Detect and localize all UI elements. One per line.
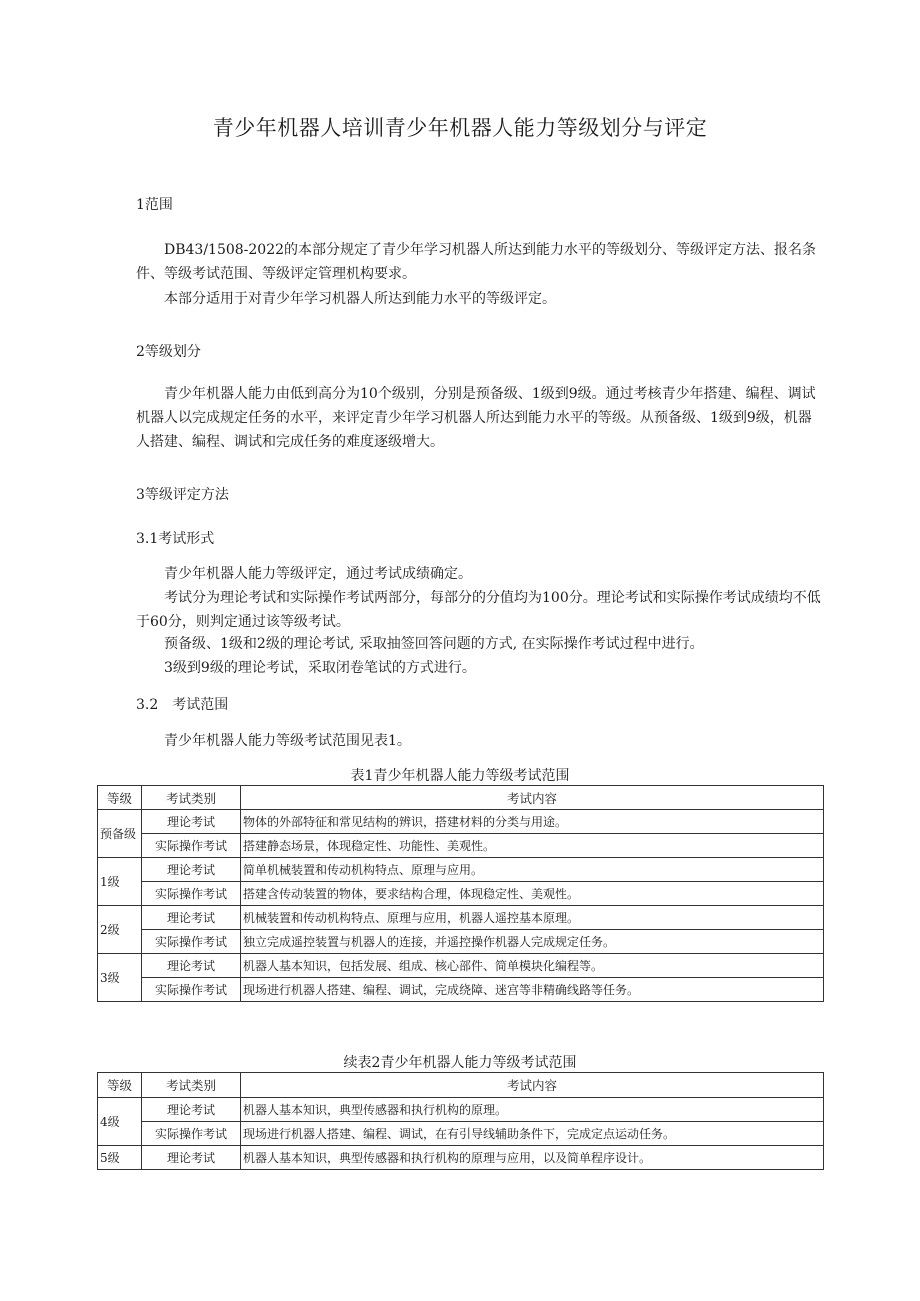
section-heading-scope: 1范围 — [136, 197, 173, 213]
type-cell: 理论考试 — [142, 1098, 241, 1122]
type-cell: 理论考试 — [142, 810, 241, 834]
level-cell: 1级 — [98, 858, 142, 906]
paragraph-exam-form-4: 3级到9级的理论考试，采取闭卷笔试的方式进行。 — [164, 660, 476, 676]
paragraph-levels: 青少年机器人能力由低到高分为10个级别，分别是预备级、1级到9级。通过考核青少年搭建、编程、调试机器人以完成规定任务的水平，来评定青少年学习机器人所达到能力水平的等级。从预备级、1级到9级，机器人搭建、编程、调试和完成任务的难度逐级增大。 — [136, 386, 816, 450]
level-cell: 预备级 — [98, 810, 142, 858]
type-cell: 实际操作考试 — [142, 930, 241, 954]
section-heading-exam-form: 3.1考试形式 — [136, 531, 215, 547]
table-row — [98, 906, 824, 930]
type-cell: 实际操作考试 — [142, 1122, 241, 1146]
level-cell: 2级 — [98, 906, 142, 954]
level-cell: 5级 — [98, 1146, 142, 1170]
content-cell: 搭建含传动装置的物体，要求结构合理，体现稳定性、美观性。 — [241, 882, 824, 906]
content-cell: 简单机械装置和传动机构特点、原理与应用。 — [241, 858, 824, 882]
paragraph-exam-form-1: 青少年机器人能力等级评定，通过考试成绩确定。 — [164, 566, 472, 582]
table-row — [98, 810, 824, 834]
content-cell: 机器人基本知识，典型传感器和执行机构的原理与应用，以及简单程序设计。 — [241, 1146, 824, 1170]
section-heading-exam-scope: 3.2 考试范围 — [136, 697, 229, 713]
table1-caption: 表1青少年机器人能力等级考试范围 — [350, 768, 570, 784]
table1-header-level: 等级 — [98, 786, 142, 810]
content-cell: 现场进行机器人搭建、编程、调试，完成绕障、迷宫等非精确线路等任务。 — [241, 978, 824, 1002]
paragraph-exam-scope: 青少年机器人能力等级考试范围见表1。 — [164, 733, 411, 749]
level-cell: 3级 — [98, 954, 142, 1002]
table2-header-content: 考试内容 — [241, 1073, 824, 1098]
table1-header-type: 考试类别 — [142, 786, 241, 810]
table-row — [98, 1122, 824, 1146]
table-row — [98, 1146, 824, 1170]
content-cell: 机械装置和传动机构特点、原理与应用，机器人遥控基本原理。 — [241, 906, 824, 930]
table2-header-level: 等级 — [98, 1073, 142, 1098]
type-cell: 实际操作考试 — [142, 882, 241, 906]
table2 — [97, 1072, 824, 1170]
content-cell: 独立完成遥控装置与机器人的连接，并遥控操作机器人完成规定任务。 — [241, 930, 824, 954]
table1 — [97, 785, 824, 1002]
table2-header-type: 考试类别 — [142, 1073, 241, 1098]
content-cell: 物体的外部特征和常见结构的辨识，搭建材料的分类与用途。 — [241, 810, 824, 834]
content-cell: 搭建静态场景，体现稳定性、功能性、美观性。 — [241, 834, 824, 858]
table-row — [98, 858, 824, 882]
table1-header-content: 考试内容 — [241, 786, 824, 810]
paragraph-scope-2: 本部分适用于对青少年学习机器人所达到能力水平的等级评定。 — [164, 291, 556, 307]
type-cell: 理论考试 — [142, 858, 241, 882]
table-row — [98, 1098, 824, 1122]
type-cell: 理论考试 — [142, 954, 241, 978]
paragraph-scope-1: DB43/1508-2022的本部分规定了青少年学习机器人所达到能力水平的等级划分、等级评定方法、报名条件、等级考试范围、等级评定管理机构要求。 — [136, 242, 817, 282]
table2-header-row — [98, 1073, 824, 1098]
section-heading-methods: 3等级评定方法 — [136, 487, 229, 503]
content-cell: 现场进行机器人搭建、编程、调试，在有引导线辅助条件下，完成定点运动任务。 — [241, 1122, 824, 1146]
page-title: 青少年机器人培训青少年机器人能力等级划分与评定 — [212, 116, 708, 140]
section-heading-levels: 2等级划分 — [136, 344, 201, 360]
table2-caption: 续表2青少年机器人能力等级考试范围 — [343, 1055, 577, 1071]
paragraph-exam-form-2: 考试分为理论考试和实际操作考试两部分，每部分的分值均为100分。理论考试和实际操作考试成绩均不低于60分，则判定通过该等级考试。 — [136, 590, 821, 630]
table1-header-row — [98, 786, 824, 810]
type-cell: 实际操作考试 — [142, 834, 241, 858]
type-cell: 实际操作考试 — [142, 978, 241, 1002]
type-cell: 理论考试 — [142, 1146, 241, 1170]
table-row — [98, 882, 824, 906]
content-cell: 机器人基本知识，典型传感器和执行机构的原理。 — [241, 1098, 824, 1122]
paragraph-exam-form-3: 预备级、1级和2级的理论考试, 采取抽签回答问题的方式, 在实际操作考试过程中进行。 — [164, 636, 704, 652]
table-row — [98, 930, 824, 954]
table-row — [98, 978, 824, 1002]
table-row — [98, 834, 824, 858]
table-row — [98, 954, 824, 978]
content-cell: 机器人基本知识，包括发展、组成、核心部件、简单模块化编程等。 — [241, 954, 824, 978]
type-cell: 理论考试 — [142, 906, 241, 930]
level-cell: 4级 — [98, 1098, 142, 1146]
